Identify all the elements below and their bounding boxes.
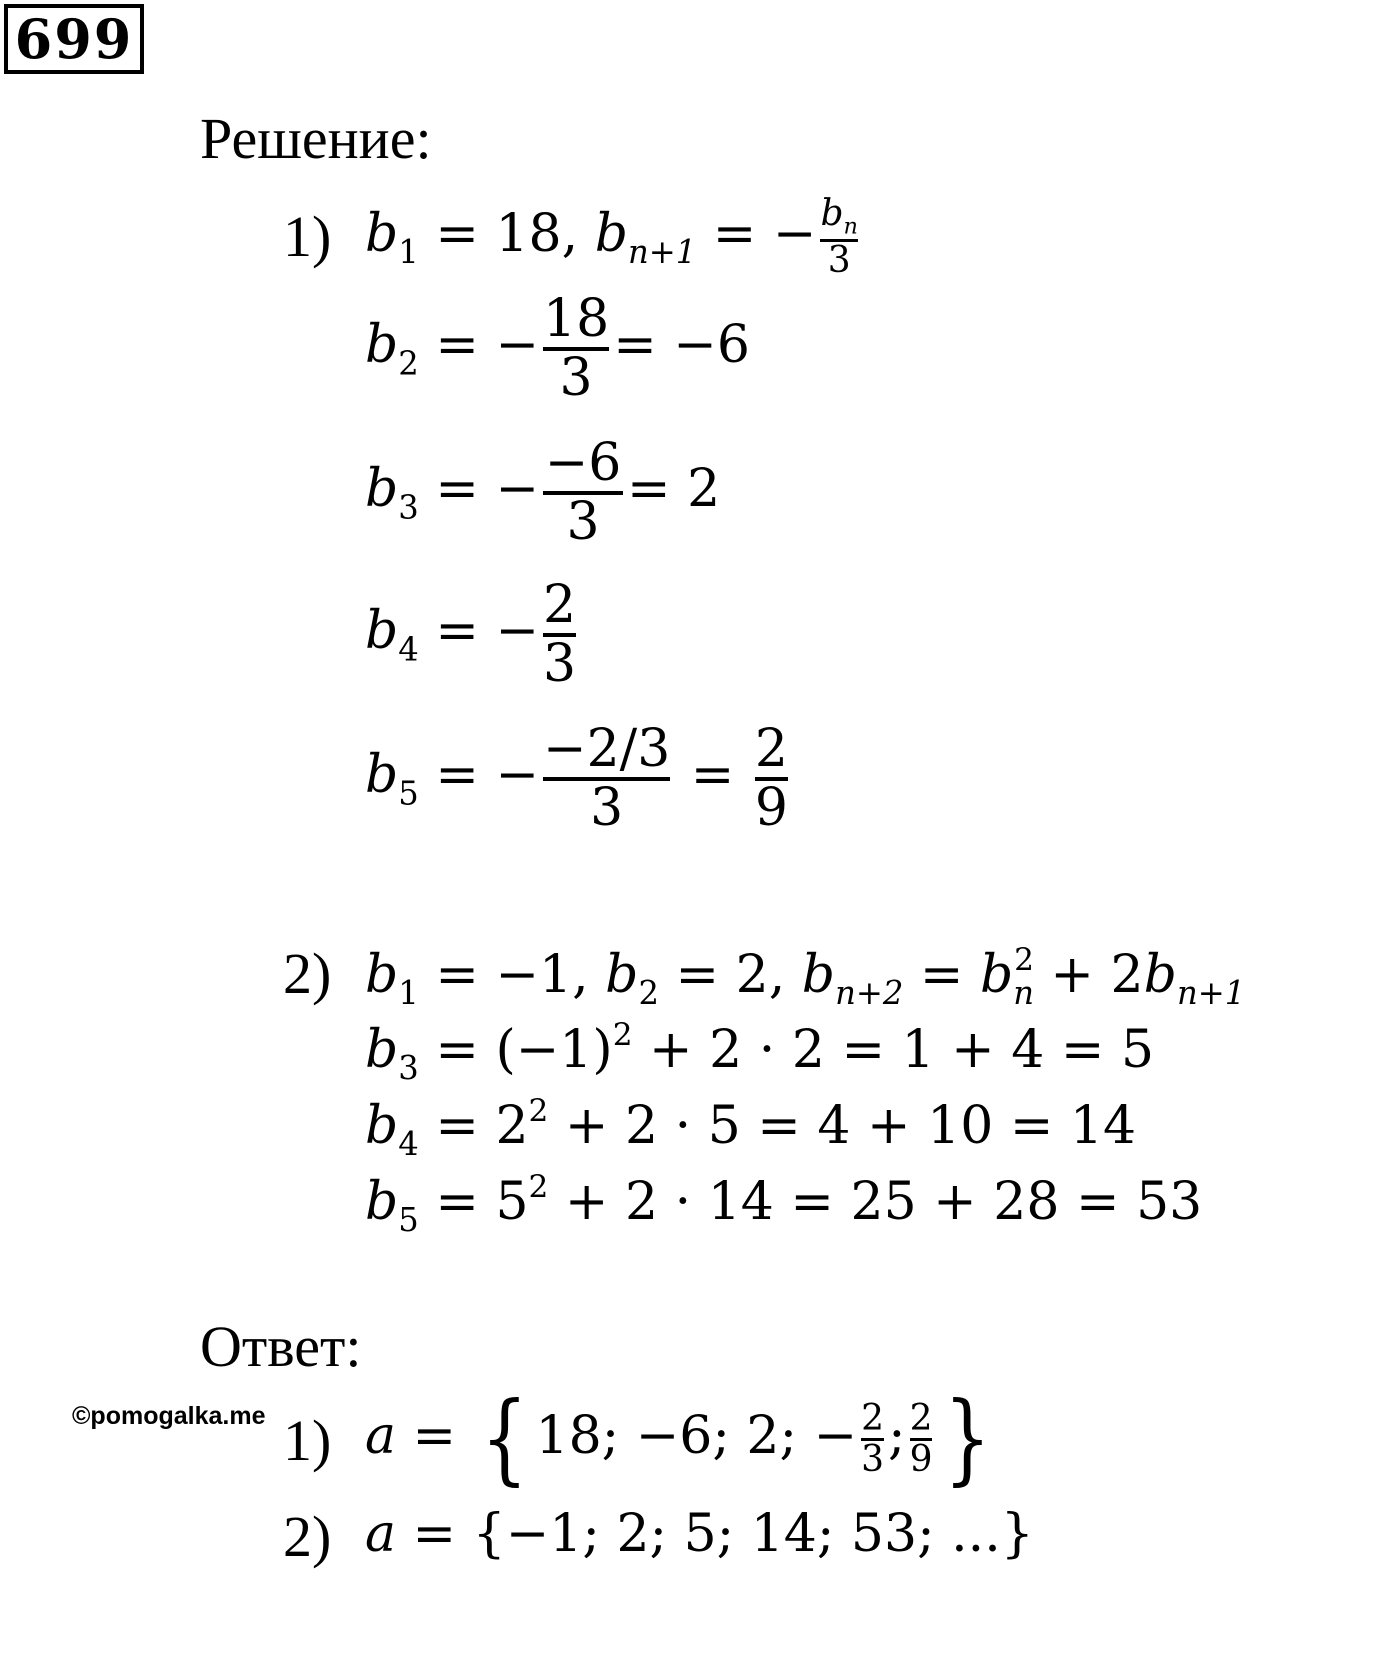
part1-step-b4: $b_4$ = − $\frac{2}{3}$ (365, 575, 577, 694)
part1-step-b5: $b_5$ = − $\frac{-2/3}{3}$ = $\frac{2}{9}$ (365, 719, 789, 838)
part1-step-b2: $b_2$ = − $\frac{18}{3}$ = −6 (365, 289, 750, 408)
part1-step-b3: $b_3$ = − $\frac{-6}{3}$ = 2 (365, 433, 721, 552)
part1-given: $b_1 = 18$, $b_{n+1}$ = − $\frac{b_n}{3}$ (365, 193, 858, 281)
part2-step-b5: $b_5 = 5^2 + 2 \cdot 14 = 25 + 28 = 53$ (365, 1169, 1203, 1240)
solution-heading: Решение: (200, 106, 432, 171)
answer2-expr: a = {−1; 2; 5; 14; 53; ...} (365, 1504, 1034, 1564)
part2-given: $b_1 = -1$, $b_2 = 2$, $b_{n+2} = b_n^2 + 2b_{n+1}$ (365, 942, 1246, 1013)
answer1-label: 1) (283, 1408, 332, 1473)
answer1-expr: a = { 18; −6; 2; − $\frac{2}{3}$ ; $\frac{2}{9}$ } (365, 1381, 992, 1496)
problem-number: 699 (4, 4, 144, 74)
answer2-label: 2) (283, 1504, 332, 1569)
part1-label: 1) (283, 204, 332, 269)
part2-label: 2) (283, 941, 332, 1006)
part2-step-b4: $b_4 = 2^2 + 2 \cdot 5 = 4 + 10 = 14$ (365, 1093, 1137, 1164)
part2-step-b3: $b_3 = (-1)^2 + 2 \cdot 2 = 1 + 4 = 5$ (365, 1017, 1155, 1088)
answer-heading: Ответ: (200, 1314, 362, 1379)
watermark: ©pomogalka.me (72, 1402, 266, 1430)
